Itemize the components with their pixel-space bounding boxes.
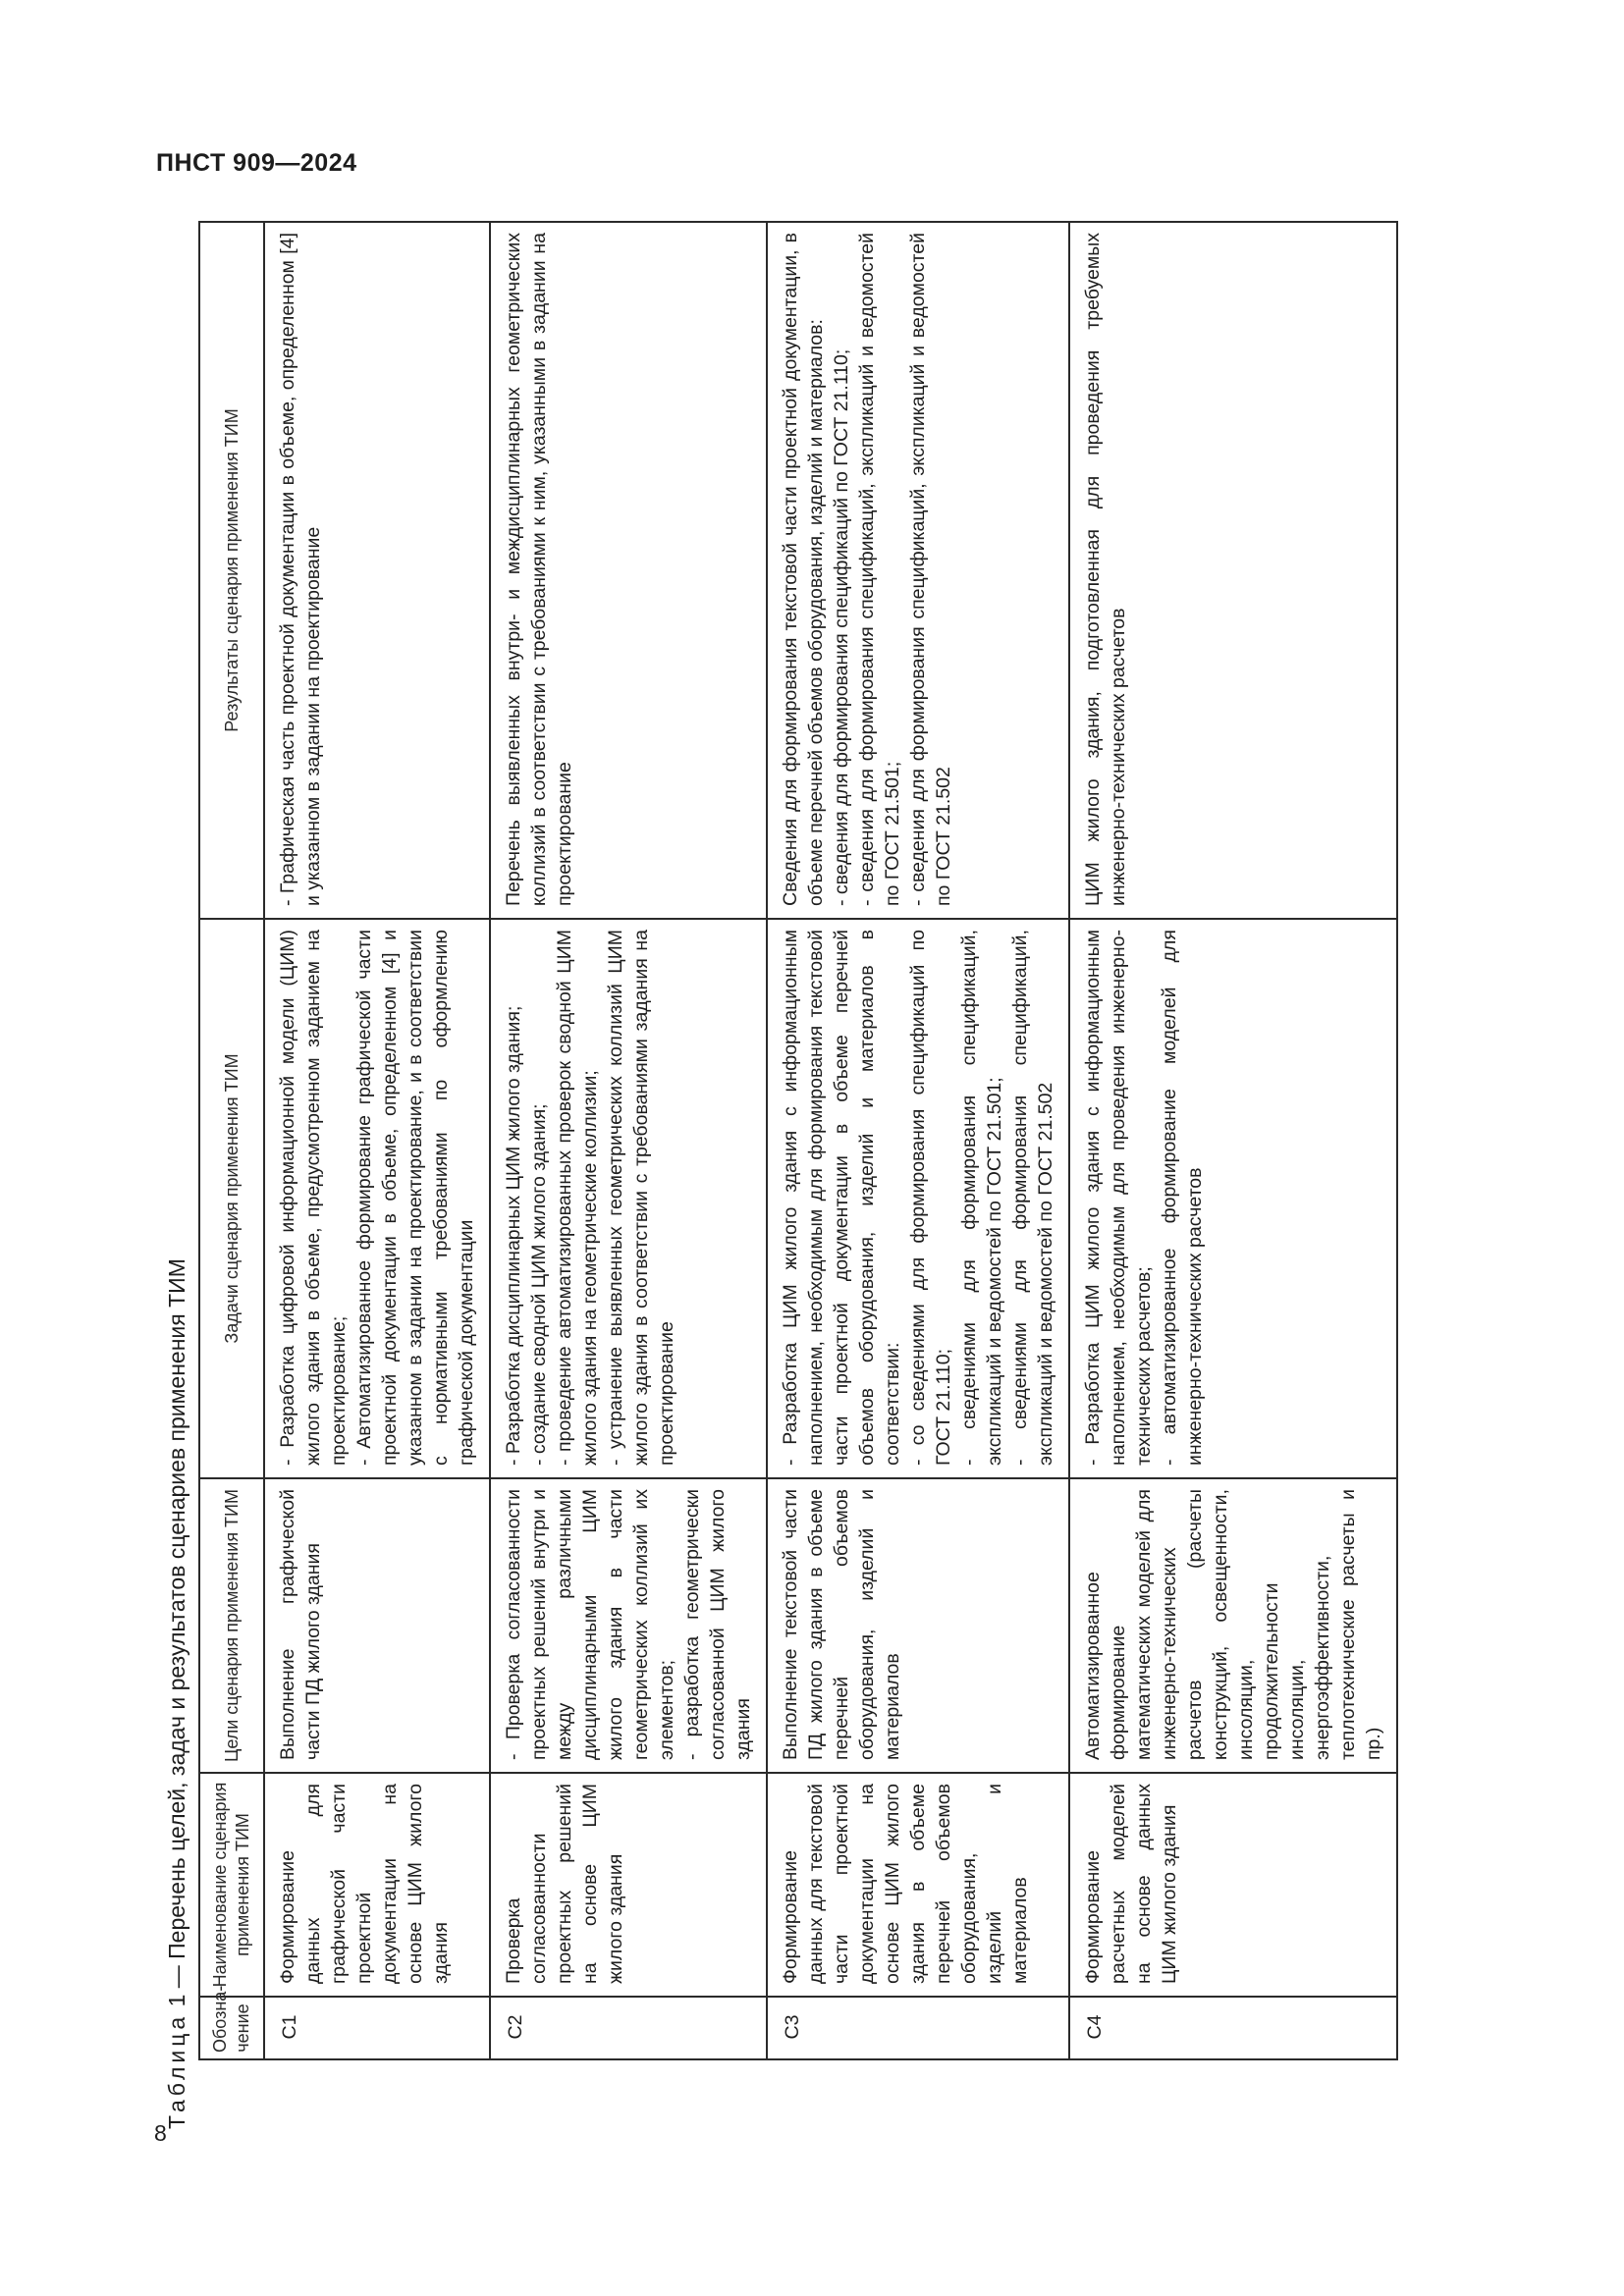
task-item: - Разработка ЦИМ жилого здания с информационным наполнением, необходимым для формирования текстовой части проектной документации в объеме перечней объемов оборудования, изделий и материалов в соответствии: [780,930,903,1466]
row-code: С2 [490,1997,767,2059]
row-name [490,1773,767,1997]
col-header-code: Обозна- чение [199,1997,264,2059]
task-item: - устранение выявленных геометрических коллизий ЦИМ жилого здания в соответствии с требованиями задания на проектирование [605,930,677,1466]
task-item: - со сведениями для формирования спецификаций по ГОСТ 21.110; [907,930,954,1466]
row-tasks [490,919,767,1478]
task-item: - сведениями для формирования спецификаций, экспликаций и ведомостей по ГОСТ 21.502 [1009,930,1056,1466]
task-item: - создание сводной ЦИМ жилого здания; [528,1103,550,1466]
row-name-text: Формирование данных для графической части проектной документации на основе ЦИМ жилого здания [277,1784,452,1984]
result-item: - Графическая часть проектной документации в объеме, определенном [4] и указанном в задании на проектирование [277,233,324,906]
row-tasks [264,919,490,1478]
row-code: С4 [1069,1997,1397,2059]
row-goals [767,1478,1069,1773]
result-item: - сведения для формирования спецификаций, экспликаций и ведомостей по ГОСТ 21.501; [856,233,903,906]
task-item: - проведение автоматизированных проверок сводной ЦИМ жилого здания на геометрические коллизии; [554,930,601,1466]
result-item: - сведения для формирования спецификаций, экспликаций и ведомостей по ГОСТ 21.502 [907,233,954,906]
result-item: ЦИМ жилого здания, подготовленная для проведения требуемых инженерно-технических расчетов [1082,233,1129,906]
row-goals [1069,1478,1397,1773]
document-header: ПНСТ 909—2024 [156,149,357,177]
col-header-name: Наименование сценария применения ТИМ [199,1773,264,1997]
goal-item: - разработка геометрически согласованной ЦИМ жилого здания [681,1489,754,1760]
caption-number: 1 [164,1994,189,2007]
row-results [1069,222,1397,919]
task-item: - автоматизированное формирование моделей для инженерно-технических расчетов [1159,930,1206,1466]
row-results [767,222,1069,919]
col-header-results: Результаты сценария применения ТИМ [199,222,264,919]
row-goals [490,1478,767,1773]
goal-item: - Проверка согласованности проектных решений внутри и между различными дисциплинарными ЦИМ жилого здания в части геометрических коллизий их элементов; [503,1489,677,1760]
row-results [490,222,767,919]
table-row [264,222,490,2059]
row-name-text: Формирование данных для текстовой части проектной документации на основе ЦИМ жилого здания в объеме перечней объемов оборудования, изделий и материалов [780,1784,1031,1984]
task-item: - Разработка ЦИМ жилого здания с информационным наполнением, необходимым для проведения инженерно-технических расчетов; [1082,930,1155,1466]
rotated-table-block [155,215,1384,2129]
table-row [1069,222,1397,2059]
task-item: - Автоматизированное формирование графической части проектной документации в объеме, определенном [4] и указанном в задании на проектирование, и в соответствии с нормативными требованиями по оформлению графической документации [353,930,477,1466]
col-header-tasks: Задачи сценария применения ТИМ [199,919,264,1478]
table-caption [155,1258,198,2129]
row-name [1069,1773,1397,1997]
row-tasks [1069,919,1397,1478]
task-item: - сведениями для формирования спецификаций, экспликаций и ведомостей по ГОСТ 21.501; [958,930,1005,1466]
row-results [264,222,490,919]
result-item: Сведения для формирования текстовой части проектной документации, в объеме перечней объемов оборудования, изделий и материалов: [780,233,827,906]
result-item: Перечень выявленных внутри- и междисциплинарных геометрических коллизий в соответствии с требованиями к ним, указанными в задании на проектирование [503,233,575,906]
row-goals [264,1478,490,1773]
row-name [767,1773,1069,1997]
task-item: - Разработка цифровой информационной модели (ЦИМ) жилого здания в объеме, предусмотренном заданием на проектирование; [277,930,350,1466]
caption-text: — Перечень целей, задач и результатов сценариев применения ТИМ [164,1258,189,1995]
goal-item: Автоматизированное формирование математических моделей для инженерно-технических расчетов (расчеты конструкций, освещенности, инсоляции, продолжительности инсоляции, энергоэффективности, теплотехнические расчеты и пр.) [1082,1489,1384,1760]
table-row [767,222,1069,2059]
row-code: С1 [264,1997,490,2059]
row-code: С3 [767,1997,1069,2059]
table-header-row [199,222,264,2059]
result-item: - сведения для формирования спецификаций по ГОСТ 21.110; [831,348,852,906]
goal-item: Выполнение текстовой части ПД жилого здания в объеме перечней объемов оборудования, изделий и материалов [780,1489,903,1760]
row-name [264,1773,490,1997]
goal-item: Выполнение графической части ПД жилого здания [277,1489,324,1760]
row-name-text: Формирование расчетных моделей на основе данных ЦИМ жилого здания [1082,1784,1180,1984]
row-tasks [767,919,1069,1478]
scenarios-table [198,221,1398,2060]
page-number: 8 [154,2120,167,2146]
col-header-goals: Цели сценария применения ТИМ [199,1478,264,1773]
row-name-text: Проверка согласованности проектных решений на основе ЦИМ жилого здания [503,1784,626,1984]
table-row [490,222,767,2059]
caption-prefix: Таблица [164,2012,189,2129]
task-item: - Разработка дисциплинарных ЦИМ жилого здания; [503,1005,524,1466]
